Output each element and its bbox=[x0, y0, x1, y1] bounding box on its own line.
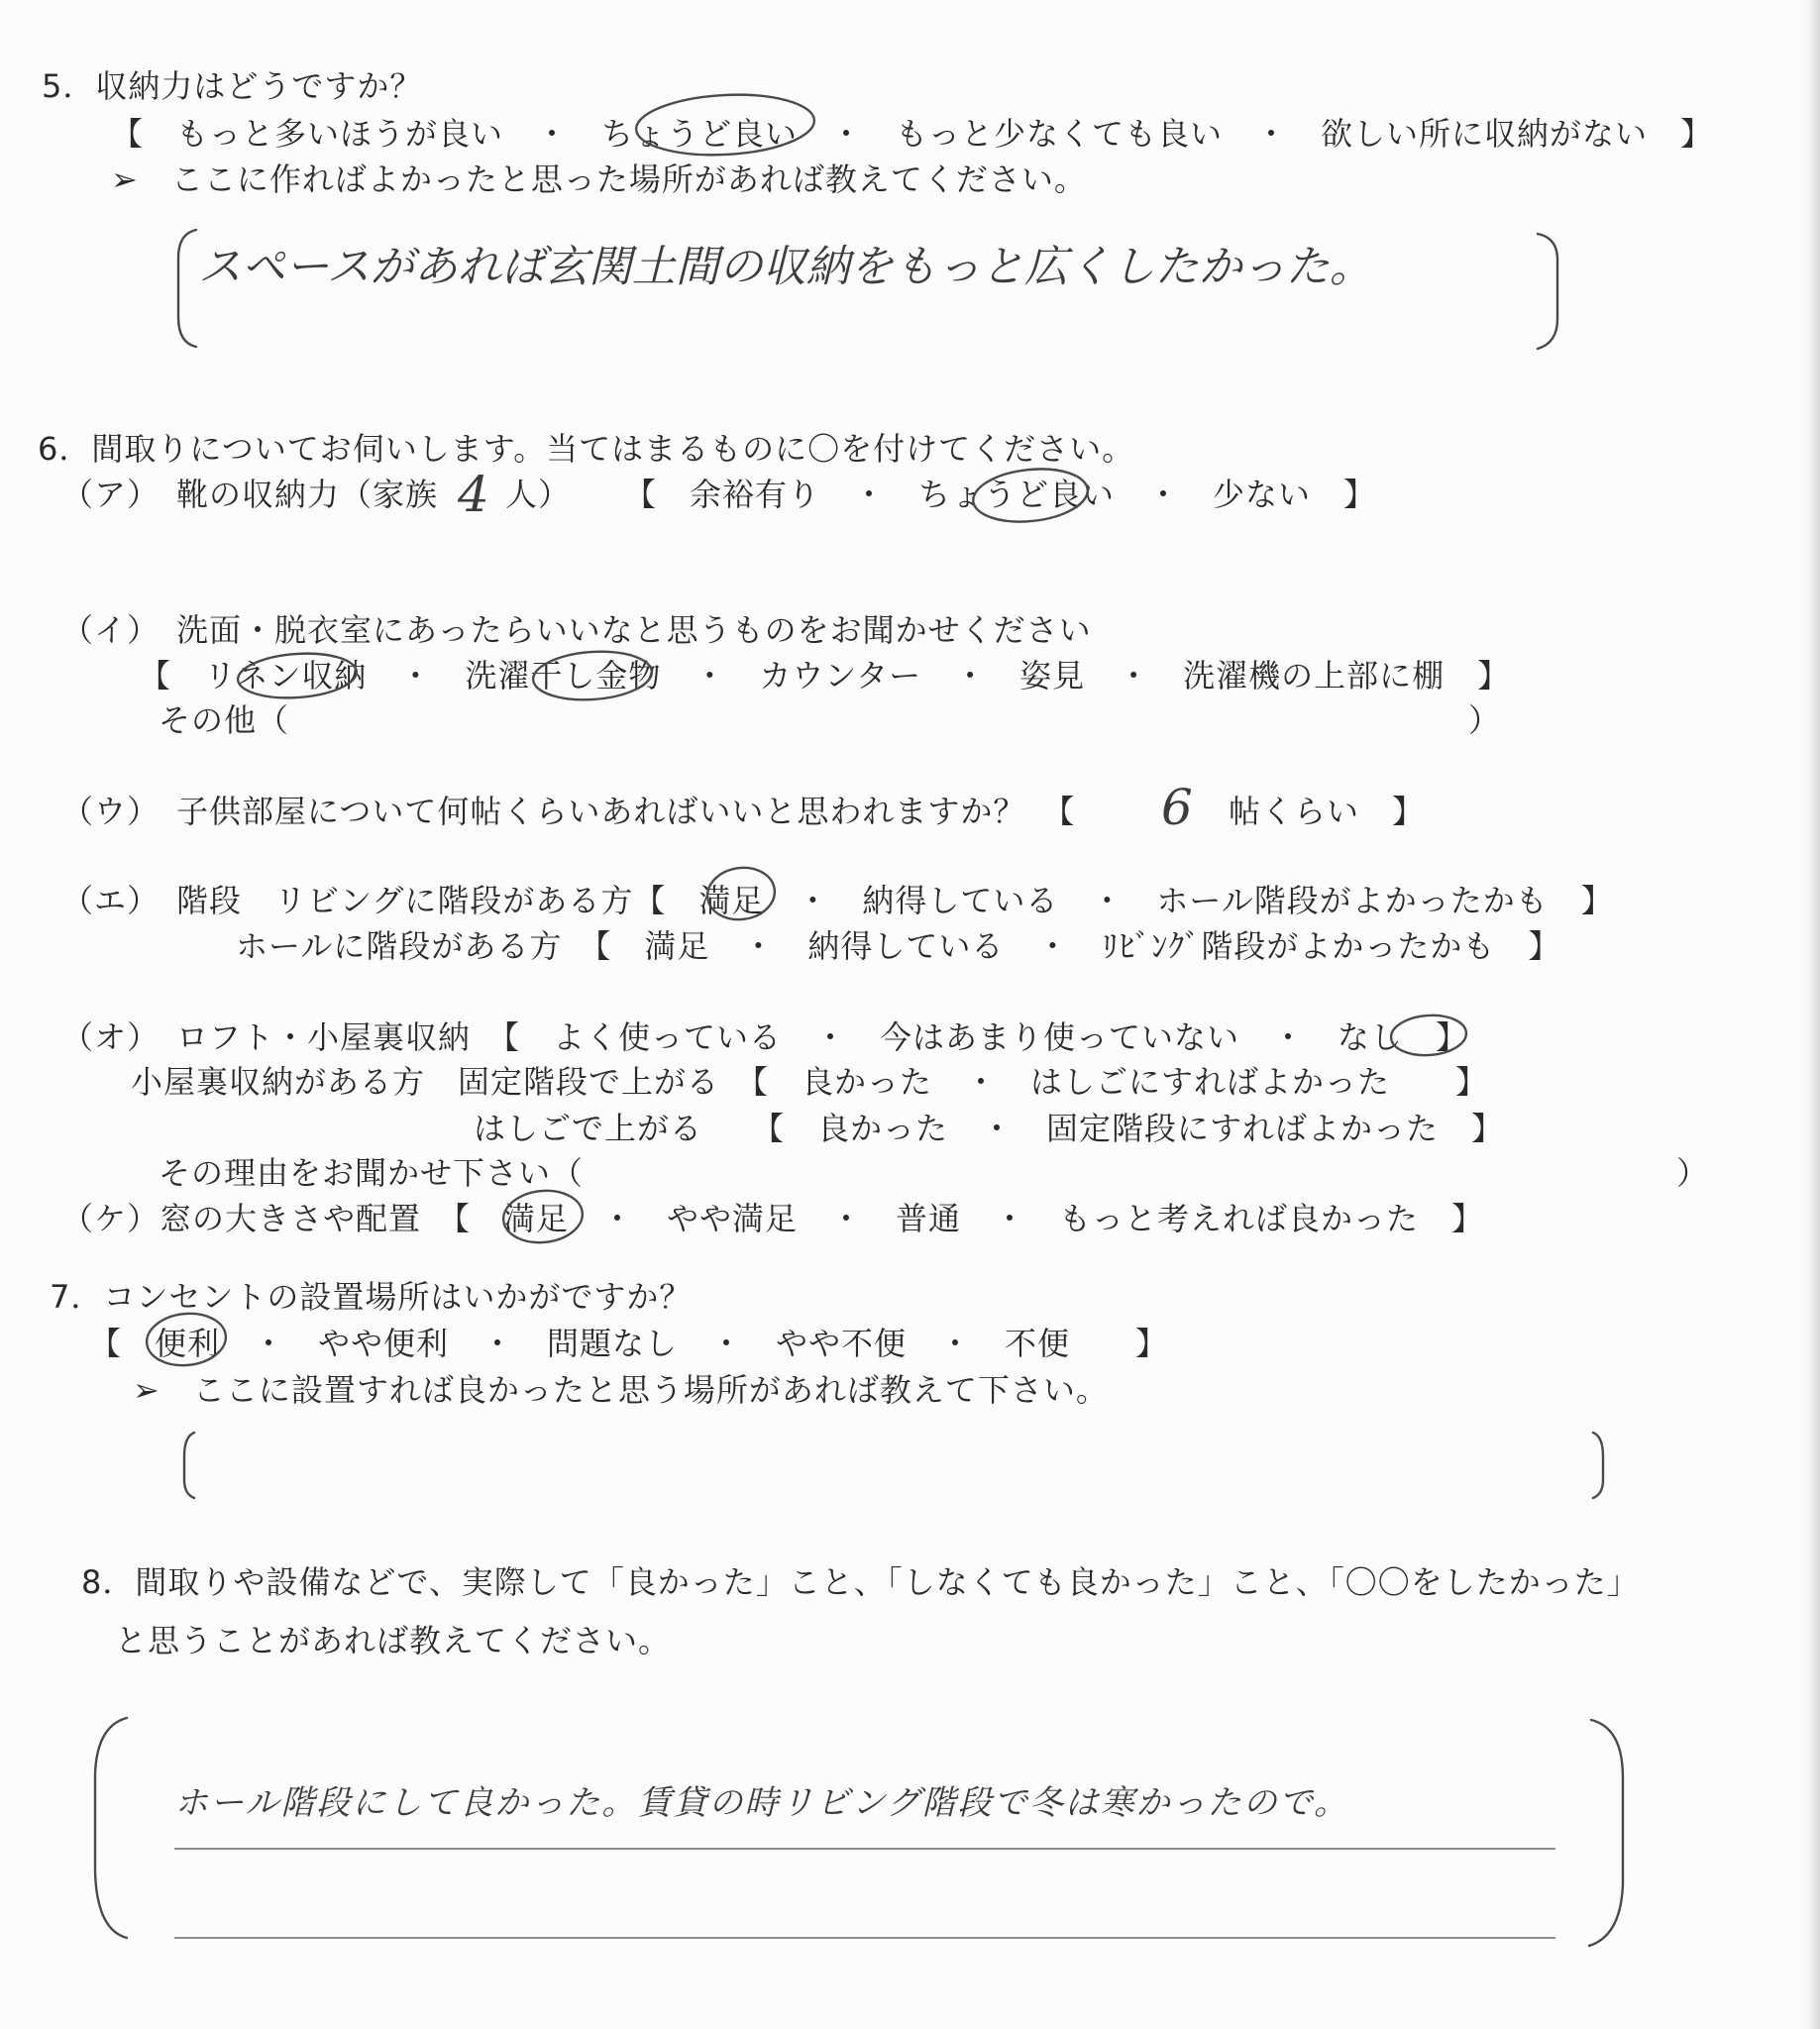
q6-o-reason-close: ） bbox=[1676, 1154, 1710, 1192]
q8-answer-bracket-left bbox=[95, 1718, 127, 1938]
q8-handwritten-answer: ホール階段にして良かった。賃貸の時リビング階段で冬は寒かったので。 bbox=[174, 1783, 1349, 1823]
q5-title: 5．収納力はどうですか？ bbox=[42, 67, 423, 105]
q6-i-other: その他（ bbox=[159, 701, 290, 739]
q6-o-reason: その理由をお聞かせ下さい（ bbox=[159, 1154, 585, 1192]
q5-answer-bracket-right bbox=[1538, 234, 1557, 349]
q5-answer-bracket-left bbox=[178, 230, 196, 347]
q8-answer-bracket-right bbox=[1589, 1720, 1623, 1946]
q8-title-line2: と思うことがあれば教えてください。 bbox=[115, 1622, 672, 1659]
q5-prompt: ➢ ここに作ればよかったと思った場所があれば教えてください。 bbox=[111, 160, 1087, 198]
q5-options: 【 もっと多いほうが良い ・ ちょうど良い ・ もっと少なくても良い ・ 欲しい所に収納がない 】 bbox=[111, 115, 1714, 153]
q7-title: 7．コンセントの設置場所はいかがですか？ bbox=[50, 1278, 693, 1316]
q8-title-line1: 8．間取りや設備などで、実際して「良かった」こと、「しなくても良かった」こと、「〇〇をしたかった」 bbox=[81, 1563, 1640, 1601]
q6-title: 6．間取りについてお伺いします。当てはまるものに〇を付けてください。 bbox=[38, 430, 1135, 468]
q6-i-other-close: ） bbox=[1468, 701, 1502, 739]
q6-o-label: （オ） ロフト・小屋裏収納 【 よく使っている ・ 今はあまり使っていない ・ なし 】 bbox=[61, 1018, 1469, 1056]
q5-handwritten-answer: スペースがあれば玄関土間の収納をもっと広くしたかった。 bbox=[198, 242, 1373, 292]
q6-a-unit: 人） bbox=[505, 476, 572, 513]
q6-u-suffix: 帖くらい 】 bbox=[1229, 793, 1426, 830]
q6-a-family-count: 4 bbox=[458, 466, 489, 523]
q6-i-options: 【 リネン収納 ・ 洗濯干し金物 ・ カウンター ・ 姿見 ・ 洗濯機の上部に棚 】 bbox=[139, 657, 1511, 694]
q6-o-line2: 小屋裏収納がある方 固定階段で上がる 【 良かった ・ はしごにすればよかった 】 bbox=[131, 1063, 1489, 1101]
q7-answer-bracket-left bbox=[184, 1433, 194, 1498]
q7-options: 【 便利 ・ やや便利 ・ 問題なし ・ やや不便 ・ 不便 】 bbox=[89, 1325, 1169, 1362]
q7-answer-bracket-right bbox=[1593, 1433, 1603, 1498]
q6-i-label: （イ） 洗面・脱衣室にあったらいいなと思うものをお聞かせください bbox=[61, 611, 1092, 649]
q6-u-label: （ウ） 子供部屋について何帖くらいあればいいと思われますか？ 【 bbox=[61, 793, 1076, 830]
q6-u-answer: 6 bbox=[1161, 779, 1193, 836]
q6-a-label: （ア） 靴の収納力（家族 bbox=[61, 476, 439, 513]
q6-ke-label: （ケ）窓の大きさや配置 【 満足 ・ やや満足 ・ 普通 ・ もっと考えれば良かった 】 bbox=[61, 1200, 1485, 1237]
q6-e-line2: ホールに階段がある方 【 満足 ・ 納得している ・ ﾘﾋﾞﾝｸﾞ階段がよかったかも 】 bbox=[236, 927, 1561, 965]
q7-prompt: ➢ ここに設置すれば良かったと思う場所があれば教えて下さい。 bbox=[133, 1371, 1109, 1409]
q6-o-line3: はしごで上がる 【 良かった ・ 固定階段にすればよかった 】 bbox=[474, 1110, 1505, 1147]
q6-a-options: 【 余裕有り ・ ちょうど良い ・ 少ない 】 bbox=[624, 476, 1377, 513]
q6-e-label: （エ） 階段 リビングに階段がある方【 満足 ・ 納得している ・ ホール階段がよかったかも 】 bbox=[61, 882, 1614, 919]
scan-edge-shadow bbox=[1802, 0, 1820, 2029]
